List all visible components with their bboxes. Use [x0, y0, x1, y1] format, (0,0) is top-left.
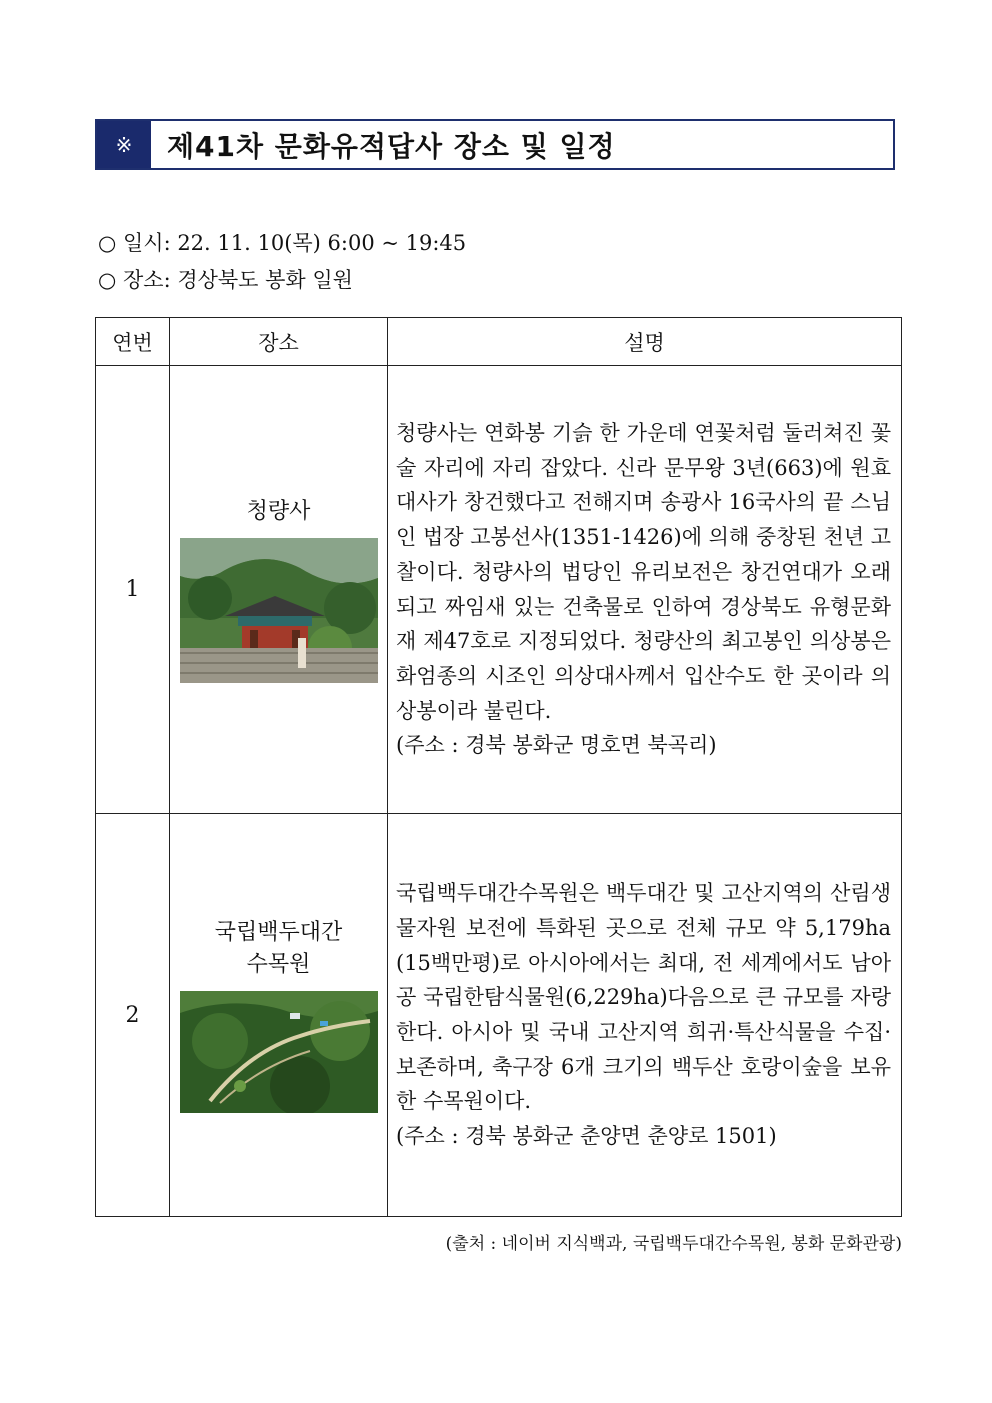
place-cell	[170, 814, 388, 1217]
arboretum-aerial-photo	[180, 991, 378, 1113]
description-cell	[388, 366, 902, 814]
place-name-line1: 국립백두대간	[214, 920, 343, 945]
source-note: (출처 : 네이버 지식백과, 국립백두대간수목원, 봉화 문화관광)	[445, 1234, 902, 1254]
title-symbol: ※	[97, 121, 151, 168]
description-cell	[388, 814, 902, 1217]
table-row	[96, 814, 902, 1217]
place-description: 국립백두대간수목원은 백두대간 및 고산지역의 산림생물자원 보전에 특화된 곳으로 전체 규모 약 5,179ha(15백만평)로 아시아에서는 최대, 전 세계에서도 남아공 국립한탐식물원(6,229ha)다음으로 큰 규모를 자랑한다. 아시아 및 국내 고산지역 희귀·특산식물을 수집·보존하며, 축구장 6개 크기의 백두산 호랑이숲을 보유한 수목원이다.	[396, 881, 891, 1114]
place-description: 청량사는 연화봉 기슭 한 가운데 연꽃처럼 둘러쳐진 꽃술 자리에 자리 잡았다. 신라 문무왕 3년(663)에 원효대사가 창건했다고 전해지며 송광사 16국사의 끝 스님인 법장 고봉선사(1351-1426)에 의해 중창된 천년 고찰이다. 청량사의 법당인 유리보전은 창건연대가 오래되고 짜임새 있는 건축물로 인하여 경상북도 유형문화재 제47호로 지정되었다. 청량산의 최고봉인 의상봉은 화엄종의 시조인 의상대사께서 입산수도 한 곳이라 의상봉이라 불린다.	[396, 420, 891, 723]
table-header-row	[96, 318, 902, 366]
place-name-line2: 수목원	[246, 952, 311, 977]
header-description: 설명	[388, 318, 902, 366]
table-row	[96, 366, 902, 814]
place-address: (주소 : 경북 봉화군 춘양면 춘양로 1501)	[396, 1124, 777, 1149]
schedule-table	[95, 317, 902, 1217]
place-cell	[170, 366, 388, 814]
place-name: 청량사	[246, 499, 311, 524]
header-no: 연번	[96, 318, 170, 366]
place-address: (주소 : 경북 봉화군 명호면 북곡리)	[396, 733, 717, 758]
page-title: 제41차 문화유적답사 장소 및 일정	[167, 129, 616, 163]
row-number: 1	[96, 366, 170, 814]
header-place: 장소	[170, 318, 388, 366]
schedule-place: ○ 장소: 경상북도 봉화 일원	[98, 268, 353, 292]
row-number: 2	[96, 814, 170, 1217]
temple-photo	[180, 538, 378, 683]
title-box	[95, 119, 895, 170]
schedule-date: ○ 일시: 22. 11. 10(목) 6:00 ~ 19:45	[98, 231, 467, 255]
